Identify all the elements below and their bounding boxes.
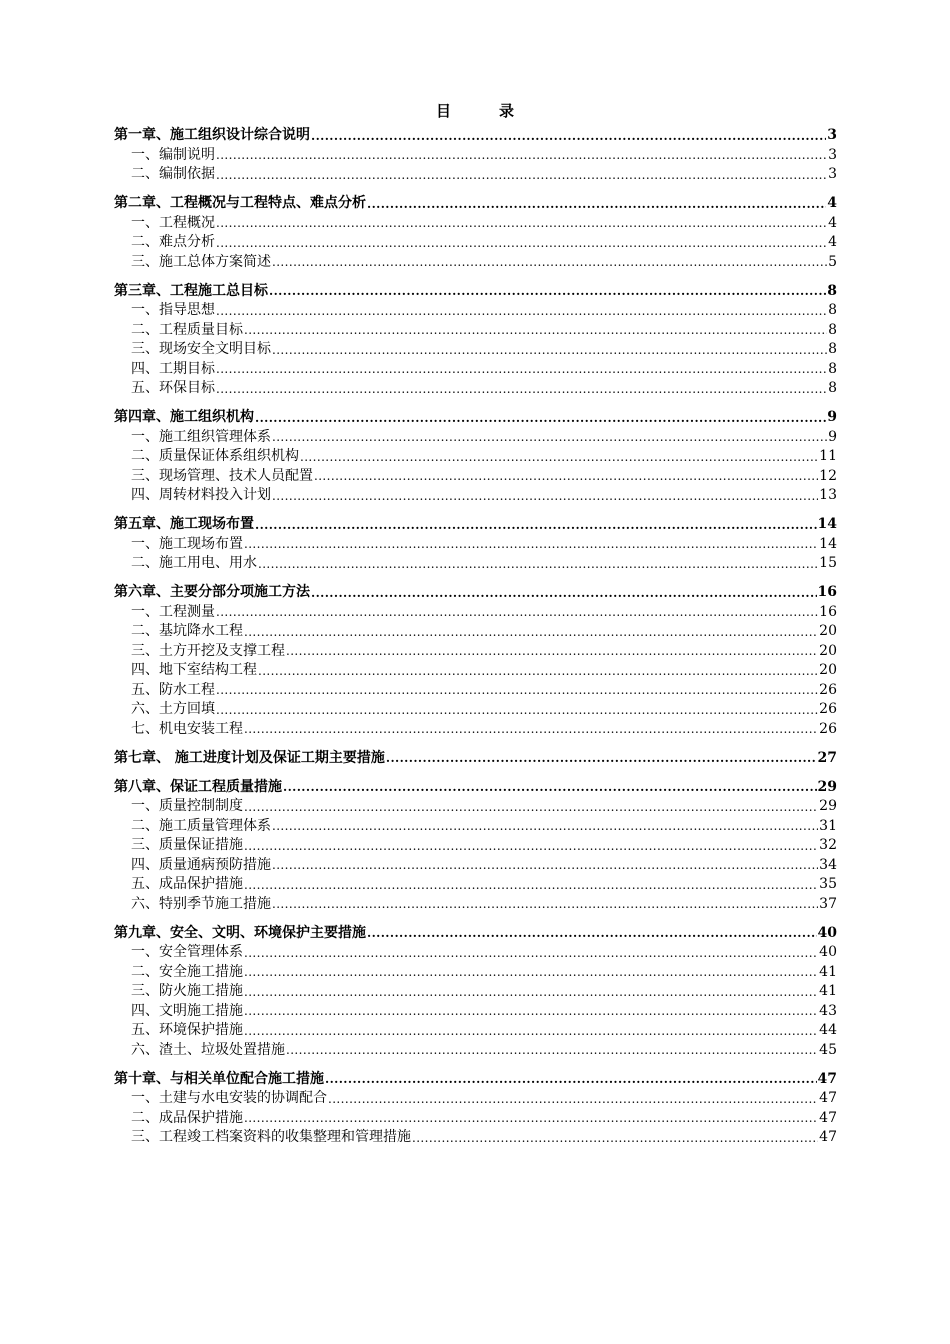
dot-leader [300,447,818,467]
dot-leader [258,554,818,574]
dot-leader [216,165,827,185]
toc-entry-page-number: 8 [827,282,837,299]
toc-entry-title: 二、难点分析 [131,234,215,250]
dot-leader [244,1002,818,1022]
toc-entry-page-number: 4 [827,195,837,211]
toc-entry-title: 一、指导思想 [131,302,215,318]
toc-entry-page-number: 35 [819,876,837,892]
dot-leader [255,408,826,428]
toc-chapter-entry[interactable] [114,749,837,769]
toc-entry-page-number: 8 [828,341,837,357]
toc-section-entry[interactable] [114,963,837,983]
dot-leader [244,963,818,983]
toc-chapter-entry[interactable] [114,126,837,146]
toc-entry-page-number: 20 [819,662,837,678]
toc-section-entry[interactable] [114,797,837,817]
dot-leader [216,214,827,234]
toc-entry-page-number: 29 [817,778,837,795]
toc-section-entry[interactable] [114,943,837,963]
toc-entry-page-number: 40 [817,924,837,941]
toc-entry-page-number: 41 [819,963,837,980]
toc-section-entry[interactable] [114,253,837,273]
toc-entry-title: 四、文明施工措施 [131,1002,243,1019]
toc-entry-title: 二、成品保护措施 [131,1109,243,1126]
toc-entry-title: 一、工程测量 [131,603,215,620]
toc-entry-page-number: 13 [819,487,837,503]
toc-entry-title: 一、编制说明 [131,146,215,163]
toc-entry-title: 四、质量通病预防措施 [131,856,271,873]
dot-leader [283,778,817,798]
dot-leader [244,720,818,740]
toc-section-entry[interactable] [114,321,837,341]
toc-section-entry[interactable] [114,622,837,642]
toc-section-entry[interactable] [114,1128,837,1148]
toc-entry-page-number: 47 [817,1070,837,1087]
toc-entry-page-number: 26 [819,701,837,717]
toc-entry-page-number: 20 [819,642,837,659]
toc-entry-title: 三、土方开挖及支撑工程 [131,642,285,659]
toc-entry-page-number: 11 [819,448,837,464]
dot-leader [244,943,818,963]
toc-entry-page-number: 8 [828,380,837,396]
toc-section-entry[interactable] [114,720,837,740]
toc-entry-page-number: 47 [819,1090,837,1106]
dot-leader [244,875,818,895]
toc-section-entry[interactable] [114,1041,837,1061]
dot-leader [272,340,827,360]
dot-leader [272,486,818,506]
dot-leader [216,301,827,321]
toc-chapter-entry[interactable] [114,583,837,603]
dot-leader [244,1021,818,1041]
toc-entry-page-number: 44 [819,1022,837,1038]
toc-entry-title: 一、安全管理体系 [131,944,243,960]
dot-leader [272,856,818,876]
toc-section-entry[interactable] [114,146,837,166]
toc-entry-page-number: 45 [819,1041,837,1058]
toc-entry-title: 三、现场安全文明目标 [131,341,271,357]
dot-leader [216,700,818,720]
toc-section-entry[interactable] [114,603,837,623]
toc-section-entry[interactable] [114,340,837,360]
toc-section-entry[interactable] [114,467,837,487]
toc-entry-page-number: 8 [828,321,837,338]
toc-entry-page-number: 9 [827,409,837,425]
toc-section-entry[interactable] [114,856,837,876]
dot-leader [244,321,827,341]
toc-entry-title: 第三章、工程施工总目标 [114,282,268,299]
dot-leader [367,194,826,214]
toc-section-entry[interactable] [114,1089,837,1109]
toc-entry-title: 一、工程概况 [131,214,215,231]
toc-entry-page-number: 14 [819,535,837,552]
toc-entry-title: 五、环保目标 [131,380,215,396]
toc-section-entry[interactable] [114,642,837,662]
dot-leader [272,895,818,915]
toc-section-entry[interactable] [114,836,837,856]
toc-chapter-entry[interactable] [114,778,837,798]
dot-leader [286,1041,818,1061]
toc-section-entry[interactable] [114,1021,837,1041]
toc-section-entry[interactable] [114,895,837,915]
toc-entry-page-number: 29 [819,798,837,814]
dot-leader [216,379,827,399]
toc-entry-title: 三、施工总体方案简述 [131,253,271,270]
toc-entry-title: 五、环境保护措施 [131,1022,243,1038]
toc-entry-page-number: 40 [819,944,837,960]
toc-entry-title: 一、施工现场布置 [131,535,243,552]
toc-entry-page-number: 5 [828,253,837,270]
toc-entry-page-number: 47 [819,1109,837,1126]
toc-chapter-entry[interactable] [114,924,837,944]
toc-entry-title: 第七章、 施工进度计划及保证工期主要措施 [114,749,385,766]
toc-entry-page-number: 20 [819,623,837,639]
dot-leader [272,817,818,837]
toc-entry-title: 二、编制依据 [131,166,215,182]
toc-entry-title: 三、工程竣工档案资料的收集整理和管理措施 [131,1129,411,1145]
dot-leader [244,982,818,1002]
toc-chapter-entry[interactable] [114,408,837,428]
toc-title-right: 录 [499,102,515,120]
dot-leader [244,836,818,856]
toc-entry-page-number: 27 [817,749,837,766]
toc-entry-page-number: 8 [828,302,837,318]
toc-section-entry[interactable] [114,428,837,448]
toc-entry-title: 第四章、施工组织机构 [114,409,254,425]
toc-entry-page-number: 43 [819,1002,837,1019]
dot-leader [272,428,827,448]
toc-entry-title: 七、机电安装工程 [131,720,243,737]
toc-entry-page-number: 3 [827,127,837,143]
toc-entry-page-number: 14 [817,516,837,532]
toc-entry-title: 第六章、主要分部分项施工方法 [114,584,310,600]
toc-entry-title: 二、安全施工措施 [131,963,243,980]
dot-leader [216,603,818,623]
toc-chapter-entry[interactable] [114,515,837,535]
dot-leader [244,535,818,555]
toc-entry-title: 三、质量保证措施 [131,837,243,853]
toc-section-entry[interactable] [114,875,837,895]
toc-entry-title: 二、质量保证体系组织机构 [131,448,299,464]
toc-section-entry[interactable] [114,214,837,234]
toc-section-entry[interactable] [114,817,837,837]
toc-entry-title: 五、成品保护措施 [131,876,243,892]
dot-leader [314,467,818,487]
toc-entry-title: 四、地下室结构工程 [131,662,257,678]
toc-entry-page-number: 41 [819,983,837,999]
toc-chapter-entry[interactable] [114,282,837,302]
toc-section-entry[interactable] [114,379,837,399]
toc-entry-title: 二、施工质量管理体系 [131,817,271,834]
toc-section-entry[interactable] [114,1109,837,1129]
dot-leader [328,1089,818,1109]
toc-section-entry[interactable] [114,982,837,1002]
toc-entry-title: 二、施工用电、用水 [131,555,257,571]
toc-entry-page-number: 3 [828,166,837,182]
toc-entry-page-number: 16 [817,584,837,600]
dot-leader [216,233,827,253]
toc-entry-title: 六、渣土、垃圾处置措施 [131,1041,285,1058]
toc-entry-page-number: 26 [819,681,837,698]
dot-leader [286,642,818,662]
toc-entry-page-number: 4 [828,214,837,231]
toc-entry-title: 第五章、施工现场布置 [114,516,254,532]
toc-entry-title: 五、防水工程 [131,681,215,698]
toc-entry-title: 一、施工组织管理体系 [131,428,271,445]
toc-entry-title: 一、质量控制制度 [131,798,243,814]
toc-entry-title: 四、周转材料投入计划 [131,487,271,503]
toc-section-entry[interactable] [114,554,837,574]
toc-entry-title: 一、土建与水电安装的协调配合 [131,1090,327,1106]
toc-section-entry[interactable] [114,165,837,185]
dot-leader [325,1070,817,1090]
dot-leader [269,282,826,302]
toc-entry-page-number: 32 [819,837,837,853]
toc-entry-page-number: 3 [828,146,837,163]
dot-leader [216,360,827,380]
dot-leader [272,253,827,273]
dot-leader [244,797,818,817]
toc-entry-page-number: 26 [819,720,837,737]
toc-entry-page-number: 4 [828,234,837,250]
dot-leader [216,681,818,701]
toc-entry-page-number: 8 [828,360,837,377]
dot-leader [311,583,817,603]
toc-entry-page-number: 15 [819,555,837,571]
toc-section-entry[interactable] [114,535,837,555]
toc-entry-title: 六、土方回填 [131,701,215,717]
toc-section-entry[interactable] [114,447,837,467]
dot-leader [244,622,818,642]
toc-section-entry[interactable] [114,1002,837,1022]
toc-chapter-entry[interactable] [114,194,837,214]
toc-entry-title: 二、工程质量目标 [131,321,243,338]
toc-title-left: 目 [435,102,451,120]
dot-leader [386,749,817,769]
toc-entry-title: 三、防火施工措施 [131,983,243,999]
toc-entry-page-number: 9 [828,428,837,445]
toc-entry-title: 第八章、保证工程质量措施 [114,778,282,795]
dot-leader [367,924,817,944]
toc-chapter-entry[interactable] [114,1070,837,1090]
toc-entry-title: 第一章、施工组织设计综合说明 [114,127,310,143]
toc-entry-page-number: 16 [819,603,837,620]
toc-section-entry[interactable] [114,661,837,681]
dot-leader [255,515,817,535]
toc-section-entry[interactable] [114,681,837,701]
toc-section-entry[interactable] [114,301,837,321]
toc-entry-page-number: 37 [819,895,837,912]
toc-entry-title: 二、基坑降水工程 [131,623,243,639]
toc-entry-page-number: 34 [819,856,837,873]
toc-entry-page-number: 12 [819,467,837,484]
table-of-contents [114,126,837,1148]
toc-title [0,100,950,121]
toc-section-entry[interactable] [114,486,837,506]
toc-entry-title: 第十章、与相关单位配合施工措施 [114,1070,324,1087]
toc-section-entry[interactable] [114,360,837,380]
toc-section-entry[interactable] [114,700,837,720]
dot-leader [216,146,827,166]
dot-leader [244,1109,818,1129]
toc-section-entry[interactable] [114,233,837,253]
toc-entry-page-number: 47 [819,1129,837,1145]
toc-entry-title: 第九章、安全、文明、环境保护主要措施 [114,924,366,941]
dot-leader [412,1128,818,1148]
dot-leader [311,126,826,146]
toc-entry-title: 四、工期目标 [131,360,215,377]
toc-entry-title: 六、特别季节施工措施 [131,895,271,912]
toc-entry-title: 三、现场管理、技术人员配置 [131,467,313,484]
toc-entry-page-number: 31 [819,817,837,834]
toc-entry-title: 第二章、工程概况与工程特点、难点分析 [114,195,366,211]
dot-leader [258,661,818,681]
